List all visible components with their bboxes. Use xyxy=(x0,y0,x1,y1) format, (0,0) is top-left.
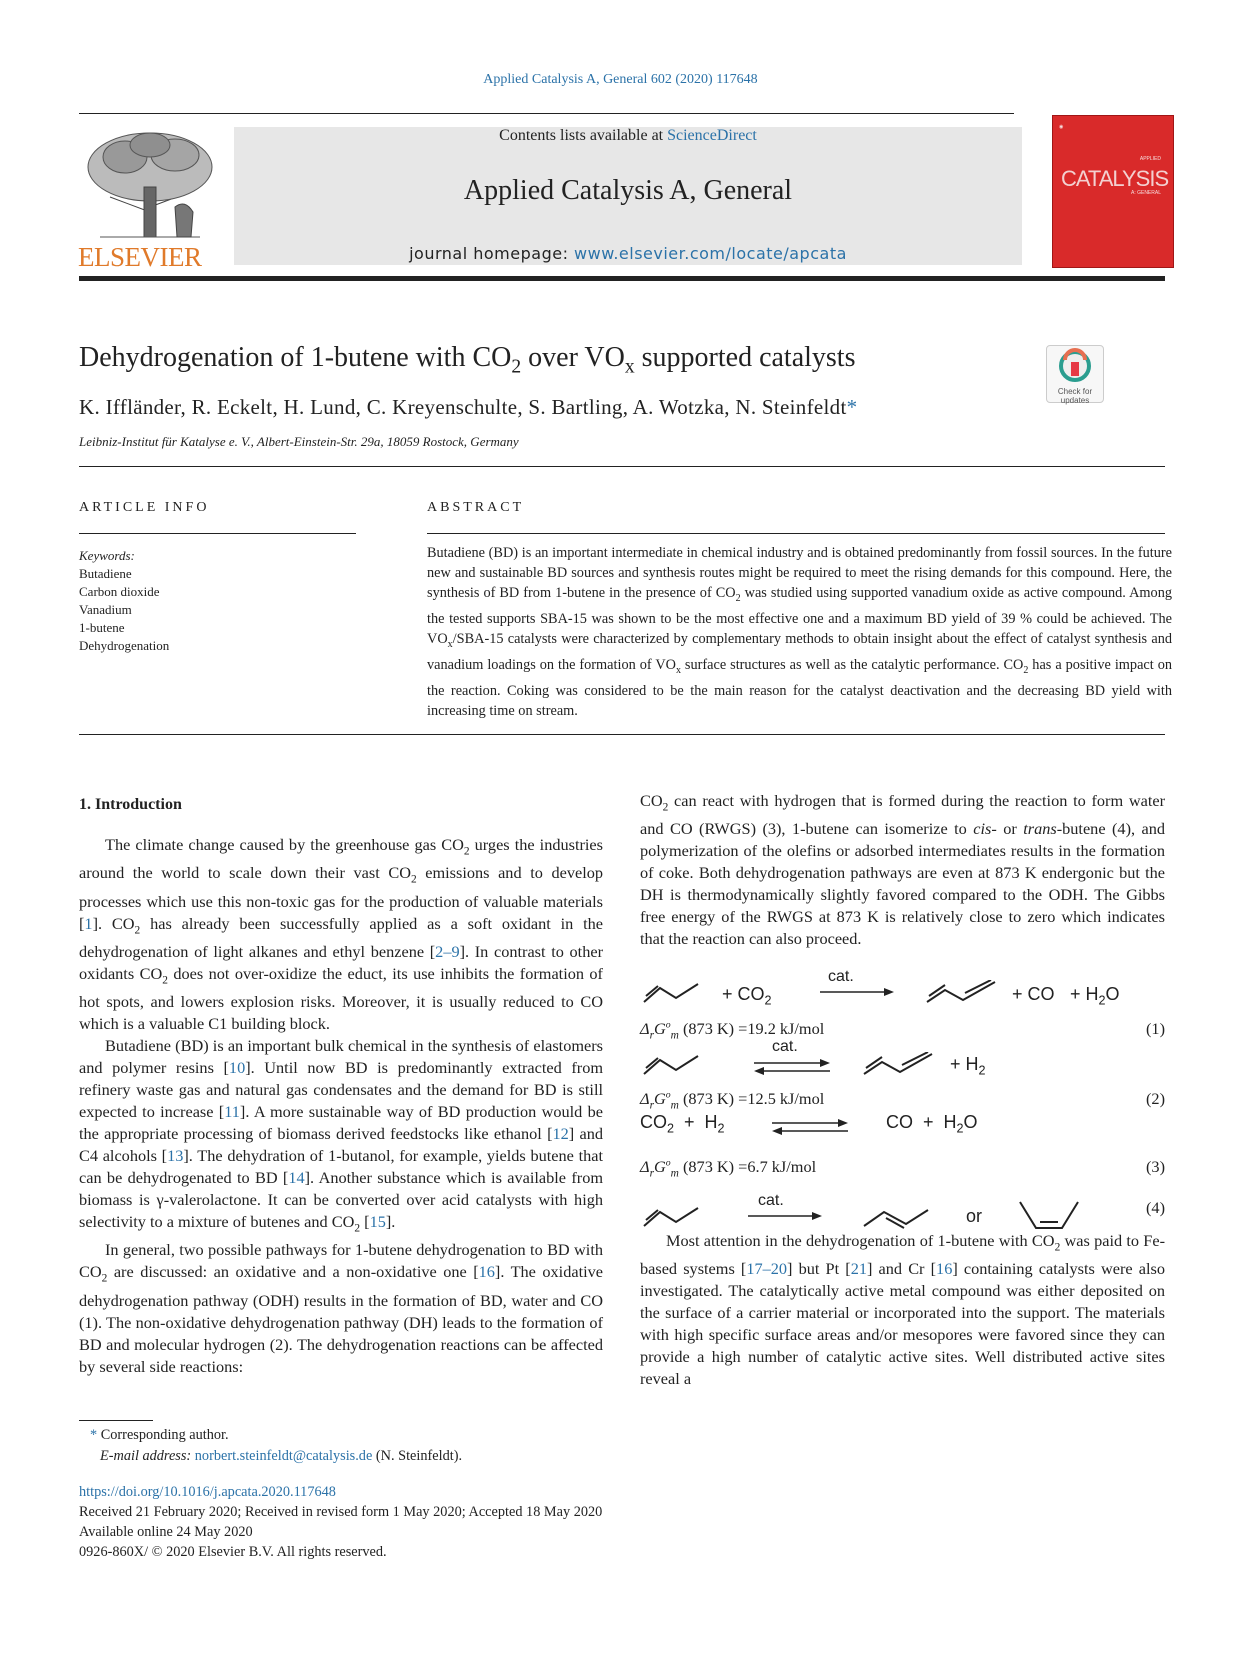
intro-paragraph: The climate change caused by the greenhouse gas $CO_2$ urges the industries around the world to scale down their vast $CO_2$ emissions and to develop processes which use this non-toxic gas for the production of valuable materials [1]. $CO_2$ has already been successfully applied as a soft oxidant in the dehydrogenation of light alkanes and ethyl benzene [2–9]. In contrast to other oxidants $CO_2$ does not over-oxidize the educt, its use inhibits the formation of hot spots, and lowers explosion risks. Moreover, it is usually reduced to CO which is a valuable C1 building block. xyxy=(79,835,604,1033)
butadiene-structure xyxy=(925,980,1000,1006)
intro-left-column xyxy=(79,834,603,1378)
keyword: Vanadium xyxy=(79,602,132,617)
keywords-block xyxy=(79,547,169,655)
sciencedirect-link[interactable]: ScienceDirect xyxy=(667,127,757,144)
eq1-gibbs: $\Delta_rG^o_m$ (873 K) =19.2 kJ/mol xyxy=(640,1019,825,1042)
eq3-products: CO + $H_2O$ xyxy=(886,1112,978,1136)
authors-text: K. Iffländer, R. Eckelt, H. Lund, C. Kreyenschulte, S. Bartling, A. Wotzka, N. Steinfeldt xyxy=(79,395,847,419)
eq4-arrow xyxy=(748,1210,823,1222)
butene-structure xyxy=(642,1054,702,1078)
article-info-heading: ARTICLE INFO xyxy=(79,500,210,515)
eq4-cat: cat. xyxy=(758,1192,784,1209)
affiliation: Leibniz-Institut für Katalyse e. V., Albert-Einstein-Str. 29a, 18059 Rostock, Germany xyxy=(79,434,519,449)
available-online: Available online 24 May 2020 xyxy=(79,1524,253,1540)
homepage-link[interactable]: www.elsevier.com/locate/apcata xyxy=(574,244,847,263)
abstract-rule xyxy=(427,533,1165,534)
cover-subtitle: A: GENERAL xyxy=(1130,190,1161,196)
email-footnote: E-mail address: norbert.steinfeldt@catalysis.de (N. Steinfeldt). xyxy=(100,1448,463,1464)
contents-prefix: Contents lists available at xyxy=(499,127,668,144)
abstract-heading: ABSTRACT xyxy=(427,500,525,515)
eq2-label: (2) xyxy=(1146,1089,1165,1108)
butene-structure xyxy=(642,982,702,1006)
cover-icon: ◉ xyxy=(1059,124,1064,130)
corresponding-mark[interactable]: * xyxy=(846,395,858,419)
doi-link[interactable]: https://doi.org/10.1016/j.apcata.2020.117648 xyxy=(79,1484,336,1500)
journal-title: Applied Catalysis A, General xyxy=(463,175,793,206)
keywords-label: Keywords: xyxy=(79,548,135,563)
cis-butene-structure xyxy=(1018,1200,1080,1232)
eq2-h2: + $H_2$ xyxy=(950,1054,986,1078)
received-dates: Received 21 February 2020; Received in revised form 1 May 2020; Accepted 18 May 2020 xyxy=(79,1504,603,1520)
reaction-scheme xyxy=(640,968,1165,1202)
trans-butene-structure xyxy=(862,1204,932,1230)
crossmark-badge[interactable] xyxy=(1046,345,1104,403)
eq3-equilibrium-arrow xyxy=(770,1118,850,1136)
footnote-rule xyxy=(79,1420,153,1421)
eq2-gibbs: $\Delta_rG^o_m$ (873 K) =12.5 kJ/mol xyxy=(640,1089,825,1112)
butadiene-structure xyxy=(862,1052,937,1078)
intro-right-top xyxy=(640,790,1165,950)
copyright: 0926-860X/ © 2020 Elsevier B.V. All rights reserved. xyxy=(79,1544,387,1560)
eq3-gibbs: $\Delta_rG^o_m$ (873 K) =6.7 kJ/mol xyxy=(640,1157,817,1180)
email-link[interactable]: norbert.steinfeldt@catalysis.de xyxy=(194,1448,373,1464)
title-rule xyxy=(79,466,1165,467)
abstract-text: Butadiene (BD) is an important intermediate in chemical industry and is obtained predominantly from fossil sources. In the future new and sustainable BD sources and synthesis routes might be required to meet the rising demands for this compound. Here, the synthesis of BD from 1-butene in the presence of $CO_2$ was studied using supported vanadium oxide as active compound. Among the tested supports SBA-15 was shown to be the most effective one and a maximum BD yield of 39 % could be achieved. The $VO_x/SBA-15$ catalysts were characterized by complementary methods to obtain insight about the effect of catalyst synthesis and vanadium loadings on the formation of $VO_x$ surface structures as well as the catalytic performance. $CO_2$ has a positive impact on the reaction. Coking was considered to be the main reason for the catalyst deactivation and the decreasing BD yield with increasing time on stream. xyxy=(427,545,1172,719)
eq2-cat: cat. xyxy=(772,1038,798,1055)
keyword: Dehydrogenation xyxy=(79,638,170,653)
cover-top-text: APPLIED xyxy=(1139,156,1161,162)
eq1-co: + CO xyxy=(1012,984,1055,1004)
right-bottom-paragraph: Most attention in the dehydrogenation of 1-butene with $CO_2$ was paid to Fe-based systems [17–20] but Pt [21] and Cr [16] containing catalysts were also investigated. The catalytically active metal compound was either deposited on the surface of a carrier material or incorporated into the support. The materials with high specific surface areas and/or mesopores were favored since they can provide a high number of catalytic active sites. Well distributed active sites reveal a xyxy=(640,1231,1166,1389)
author-list xyxy=(79,395,857,420)
eq1-h2o: + $H_2O$ xyxy=(1070,984,1120,1008)
eq1-co2: + $CO_2$ xyxy=(722,984,772,1008)
keyword: Butadiene xyxy=(79,566,132,581)
section-heading-introduction: 1. Introduction xyxy=(79,796,182,813)
elsevier-wordmark: ELSEVIER xyxy=(78,242,202,272)
eq3-label: (3) xyxy=(1146,1157,1165,1176)
eq3-reactants: $CO_2 + H_2$ xyxy=(640,1112,725,1136)
header-rule xyxy=(79,113,1014,114)
intro-paragraph: In general, two possible pathways for 1-butene dehydrogenation to BD with $CO_2$ are discussed: an oxidative and a non-oxidative one [16]. The oxidative dehydrogenation pathway (ODH) results in the formation of BD, water and CO (1). The non-oxidative dehydrogenation pathway (DH) leads to the formation of BD and molecular hydrogen (2). The dehydrogenation reactions can be affected by several side reactions: xyxy=(79,1240,603,1376)
eq1-cat: cat. xyxy=(828,968,854,985)
corresponding-footnote: * Corresponding author. xyxy=(90,1427,229,1443)
intro-paragraph: Butadiene (BD) is an important bulk chemical in the synthesis of elastomers and polymer resins [10]. Until now BD is predominantly extracted from refinery waste gas and natural gas condensates and the demand for BD is still expected to increase [11]. A more sustainable way of BD production would be the appropriate processing of biomass derived feedstocks like ethanol [12] and C4 alcohols [13]. The dehydration of 1-butanol, for example, yields butene that can be dehydrogenated to BD [14]. Another substance which is available from biomass is γ-valerolactone. It can be converted over acid catalysts with high selectivity to a mixture of butenes and $CO_2$ [15]. xyxy=(79,1036,604,1235)
eq1-arrow xyxy=(820,986,895,998)
contents-line xyxy=(234,127,1022,145)
abstract-bottom-rule xyxy=(79,734,1165,735)
homepage-prefix: journal homepage: xyxy=(409,244,575,263)
eq2-equilibrium-arrow xyxy=(752,1058,832,1076)
eq4-or: or xyxy=(966,1206,983,1226)
keyword: 1-butene xyxy=(79,620,125,635)
paper-title: Dehydrogenation of 1-butene with $CO_2$ over $VO_x$ supported catalysts xyxy=(79,342,856,378)
crossmark-label: Check for updates xyxy=(1057,387,1093,405)
journal-cover[interactable] xyxy=(1052,115,1174,268)
banner-thick-rule xyxy=(79,276,1165,281)
eq1-label: (1) xyxy=(1146,1019,1165,1038)
journal-reference[interactable]: Applied Catalysis A, General 602 (2020) 117648 xyxy=(483,72,758,87)
elsevier-tree-logo xyxy=(80,127,220,239)
eq4-label: (4) xyxy=(1146,1198,1165,1217)
cover-title: CATALYSIS xyxy=(1061,166,1169,191)
right-top-paragraph: $CO_2$ can react with hydrogen that is formed during the reaction to form water and CO (RWGS) (3), 1-butene can isomerize to cis- or trans-butene (4), and polymerization of the olefins or adsorbed intermediates results in the formation of coke. Both dehydrogenation pathways are even at 873 K endergonic but the DH is thermodynamically slightly favored compared to the ODH. The Gibbs free energy of the RWGS at 873 K is relatively close to zero which indicates that the reaction can also proceed. xyxy=(640,791,1166,949)
intro-right-bottom xyxy=(640,1230,1165,1390)
keyword: Carbon dioxide xyxy=(79,584,160,599)
crossmark-icon xyxy=(1047,346,1103,382)
article-info-rule xyxy=(79,533,356,534)
homepage-line xyxy=(234,244,1022,263)
butene-structure xyxy=(642,1206,702,1230)
